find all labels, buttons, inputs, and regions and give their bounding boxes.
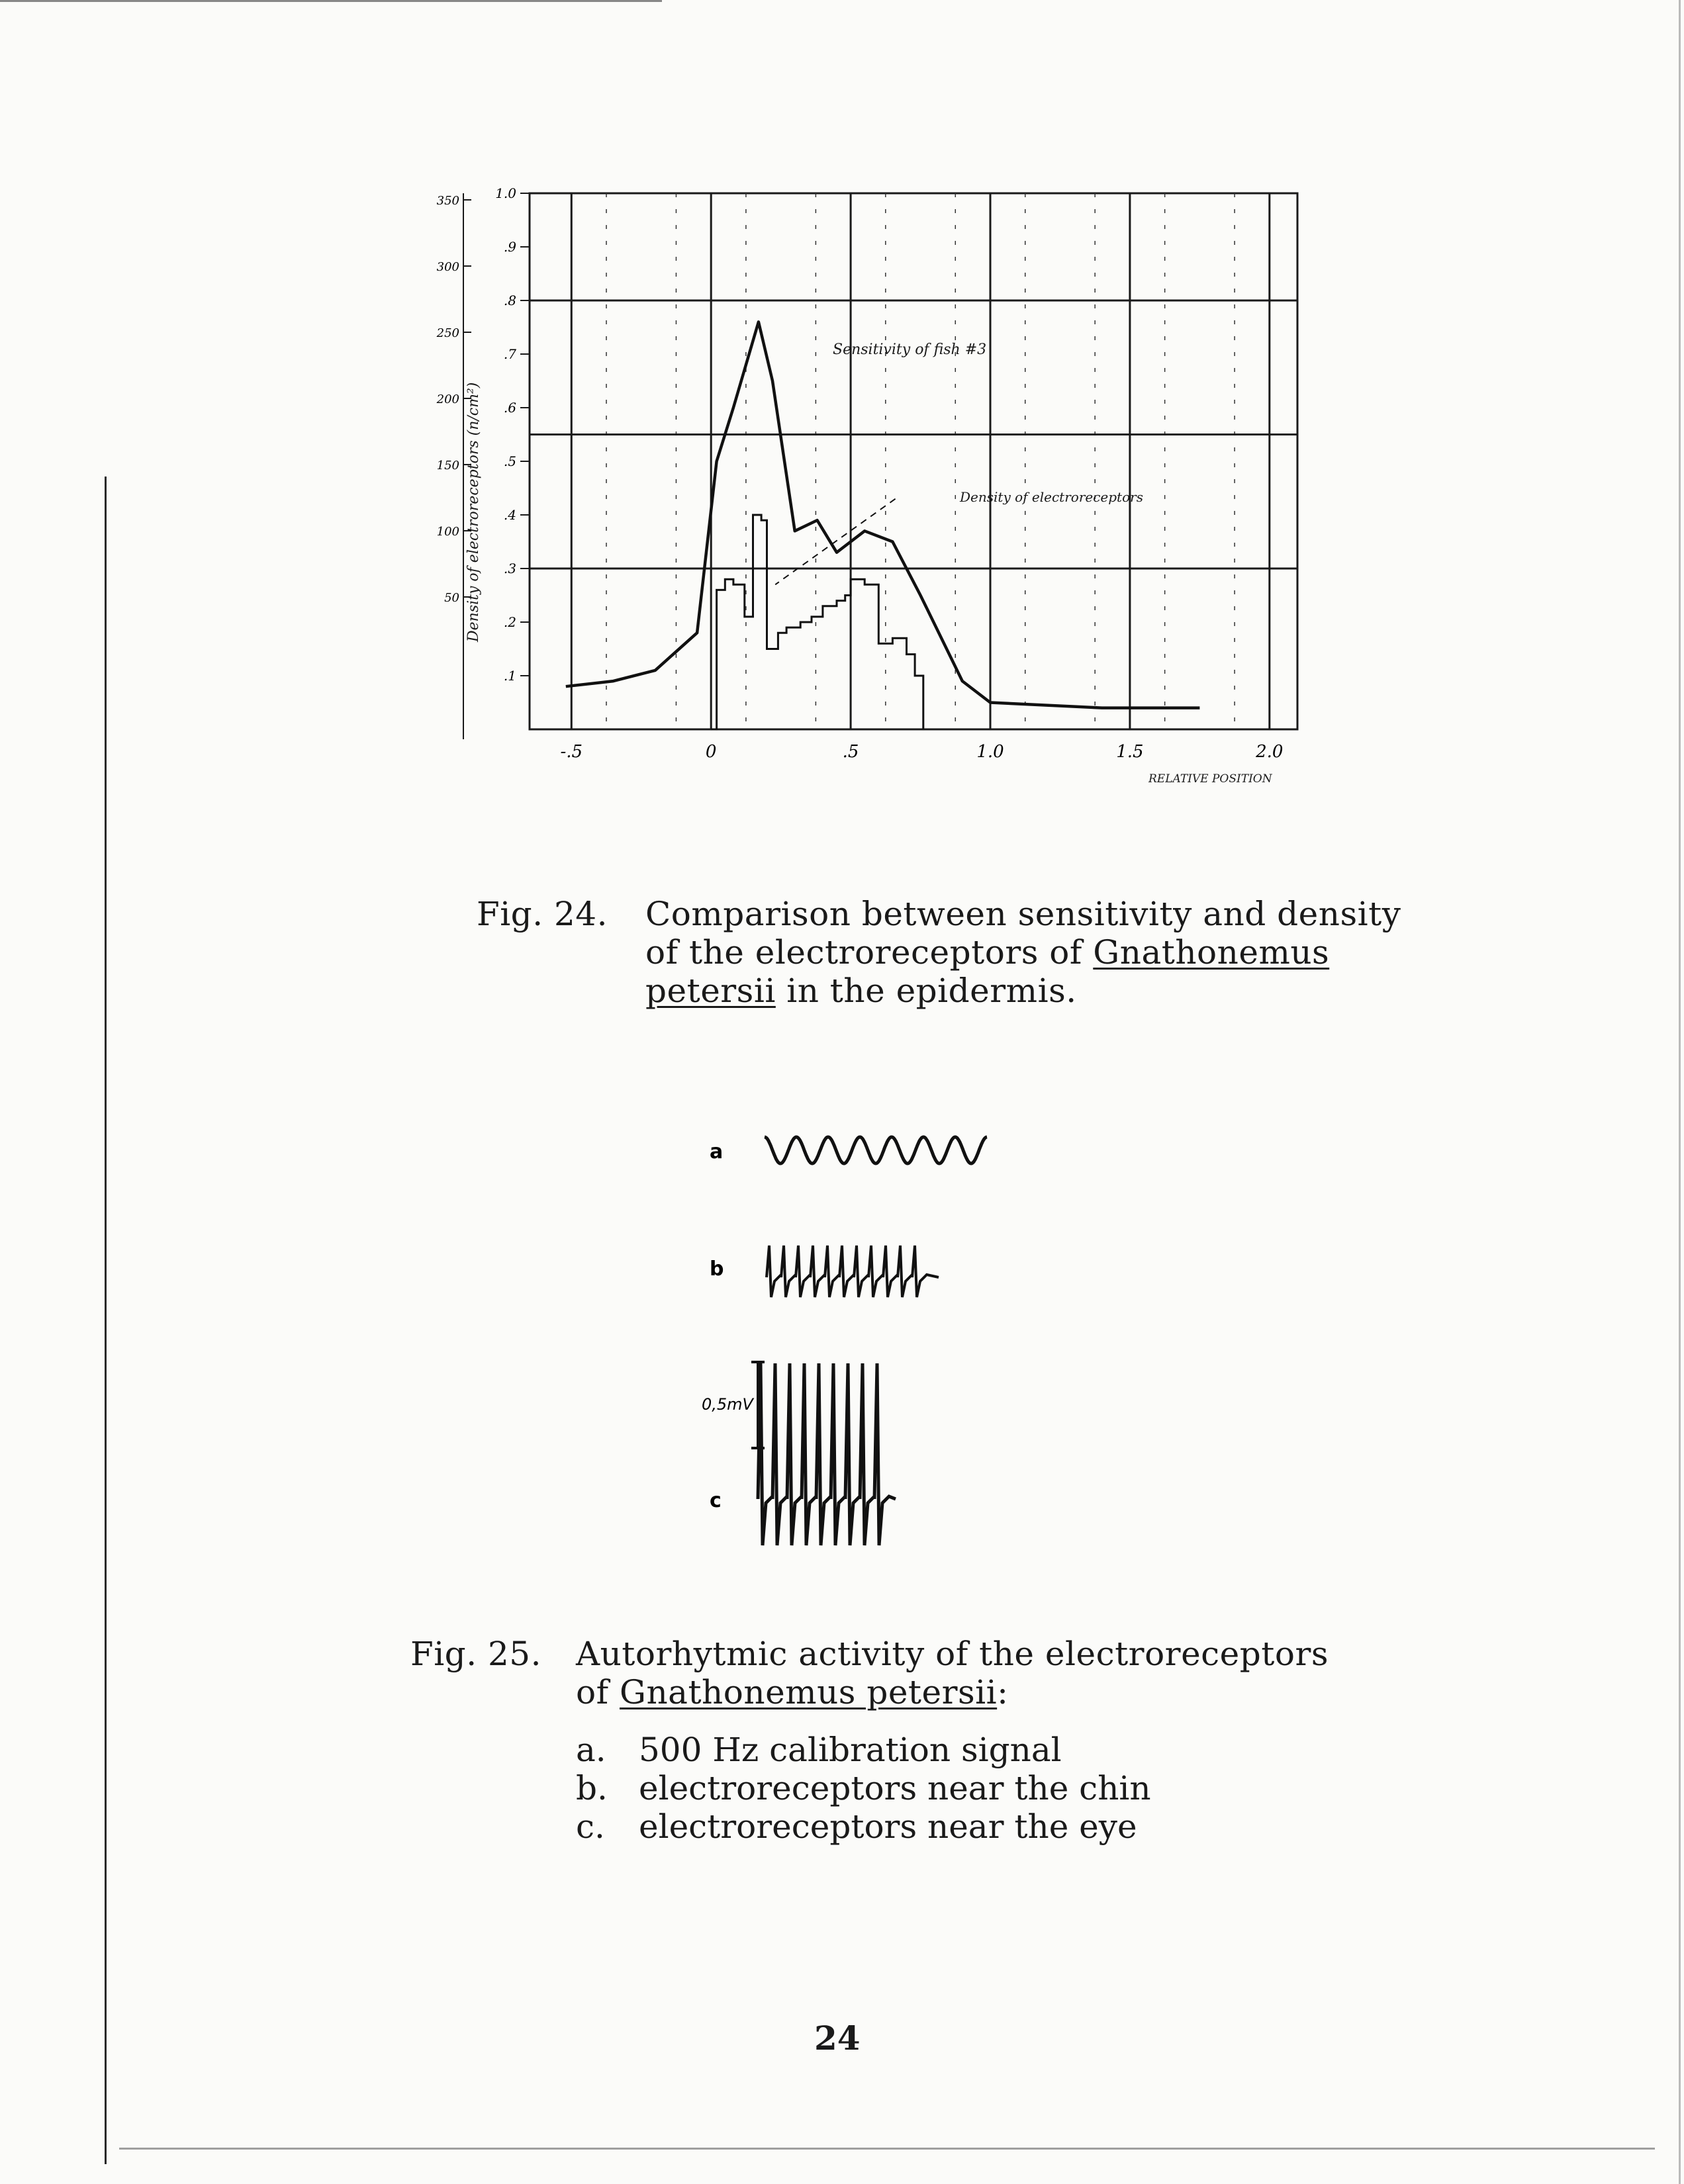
y-tick-label: .3 [503,561,516,576]
y-tick-label: .9 [503,239,516,255]
y-tick-label: .5 [503,453,516,469]
trace-a-label: a [710,1140,724,1163]
y-left-tick-label: 250 [436,326,459,340]
x-tick-label: 2.0 [1256,742,1284,762]
list-text: electroreceptors near the eye [639,1807,1137,1846]
list-marker: b. [576,1769,608,1807]
fig24-caption-line3: in the epidermis. [775,972,1077,1010]
trace-c-eye [758,1363,896,1545]
trace-a-calibration [765,1137,987,1163]
y-tick-label: .2 [503,614,516,630]
chart-series [566,322,1200,729]
fig25-species: Gnathonemus petersii [620,1673,998,1711]
y-tick-label: .6 [503,400,516,416]
x-axis-ticks [560,742,1283,762]
fig24-caption [477,895,1401,1010]
y-tick-label: .4 [503,507,516,523]
list-text: electroreceptors near the chin [639,1769,1151,1807]
y-tick-label: .8 [503,293,516,308]
x-tick-label: 1.5 [1116,742,1144,762]
list-item [576,1807,1137,1846]
y-left-tick-label: 200 [436,392,459,406]
right-edge-rule [1679,0,1681,2184]
x-tick-label: 0 [705,742,717,762]
figure-24-chart [436,179,1344,801]
y-tick-label: 1.0 [495,185,516,201]
plot-frame [530,193,1297,729]
scale-bar-label: 0,5mV [702,1395,753,1414]
list-marker: c. [576,1807,605,1846]
trace-c-label: c [710,1489,722,1512]
figure-25-traces [688,1112,1059,1588]
y-left-tick-label: 300 [436,260,459,274]
series-density [711,515,923,729]
list-item [576,1731,1062,1769]
fig25-label: Fig. 25. [410,1635,541,1673]
fig24-caption-line1: Comparison between sensitivity and density [645,895,1401,933]
annotation-density: Density of electroreceptors [960,489,1143,505]
list-text: 500 Hz calibration signal [639,1731,1062,1769]
x-axis-label: RELATIVE POSITION [1148,772,1272,786]
annotation-sensitivity: Sensitivity of fish #3 [833,341,987,358]
series-sensitivity [566,322,1200,707]
left-margin-line [105,477,107,2164]
y-axis-ticks [436,185,530,739]
bottom-edge-rule [119,2148,1655,2150]
top-edge-rule [0,0,662,2]
fig24-caption-line2: of the electroreceptors of [645,933,1094,972]
y-tick-label: .7 [503,346,516,362]
trace-b-chin [767,1246,939,1297]
y-left-tick-label: 350 [436,194,459,208]
fig24-species-epithet: petersii [645,972,776,1010]
fig25-caption [410,1635,1329,1711]
y-tick-label: .1 [503,668,516,684]
fig24-species-genus: Gnathonemus [1093,933,1330,972]
y-left-tick-label: 50 [444,591,459,605]
fig24-label: Fig. 24. [477,895,608,933]
fig25-caption-colon: : [997,1673,1009,1711]
fig25-caption-line2: of [576,1673,620,1711]
x-tick-label: .5 [842,742,859,762]
trace-b-label: b [710,1257,724,1281]
chart-grid [530,193,1297,729]
x-tick-label: -.5 [560,742,583,762]
list-item [576,1769,1151,1807]
y-left-tick-label: 150 [436,459,459,473]
fig25-caption-line1: Autorhytmic activity of the electroreceptors [576,1635,1329,1673]
y-axis-left-label: Density of electroreceptors (n/cm²) [465,382,482,642]
x-tick-label: 1.0 [976,742,1004,762]
page-number: 24 [814,2019,861,2058]
y-left-tick-label: 100 [436,525,459,539]
list-marker: a. [576,1731,606,1769]
